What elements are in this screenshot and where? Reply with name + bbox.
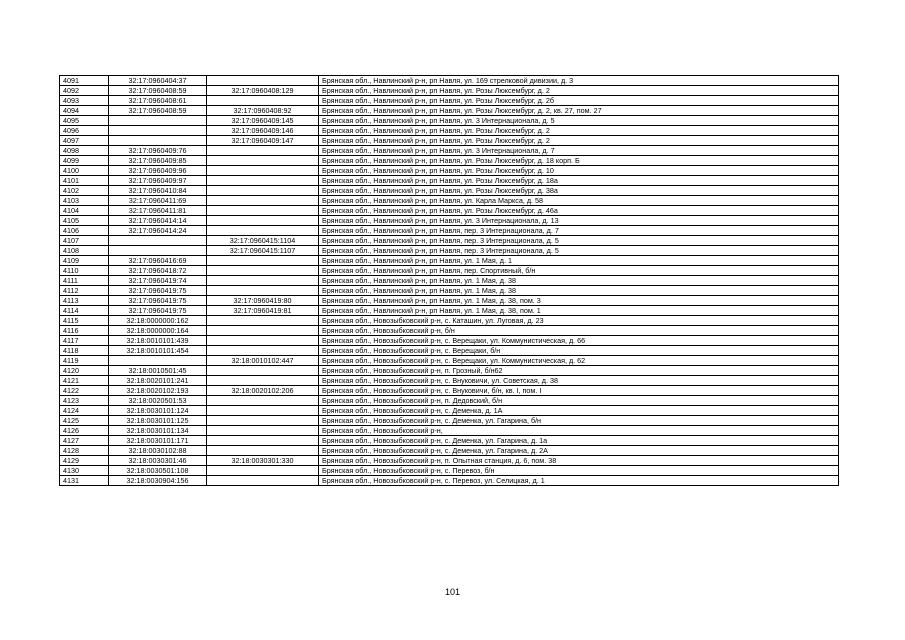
address-cell: Брянская обл., Навлинский р-н, рп Навля, ул. Карла Маркса, д. 58 [319,196,839,206]
address-cell: Брянская обл., Навлинский р-н, рп Навля, ул. 1 Мая, д. 38 [319,286,839,296]
premises-cadastral-number-cell [207,466,319,476]
cadastral-number-cell: 32:17:0960409:85 [109,156,207,166]
table-row [60,456,839,466]
cadastral-number-cell [109,356,207,366]
row-number-cell: 4129 [60,456,109,466]
table-row [60,256,839,266]
row-number-cell: 4131 [60,476,109,486]
cadastral-number-cell: 32:17:0960416:69 [109,256,207,266]
cadastral-number-cell [109,126,207,136]
address-cell: Брянская обл., Навлинский р-н, рп Навля, ул. Розы Люксембург, д. 10 [319,166,839,176]
table-row [60,446,839,456]
row-number-cell: 4092 [60,86,109,96]
table-row [60,236,839,246]
address-cell: Брянская обл., Навлинский р-н, рп Навля, ул. 3 Интернационала, д. 13 [319,216,839,226]
cadastral-number-cell: 32:17:0960404:37 [109,76,207,86]
address-cell: Брянская обл., Новозыбковский р-н, п. Опытная станция, д. 6, пом. 38 [319,456,839,466]
table-row [60,426,839,436]
table-row [60,386,839,396]
row-number-cell: 4124 [60,406,109,416]
table-row [60,136,839,146]
table-row [60,406,839,416]
cadastral-number-cell: 32:17:0960409:97 [109,176,207,186]
cadastral-number-cell: 32:17:0960411:81 [109,206,207,216]
address-cell: Брянская обл., Новозыбковский р-н, с. Деменка, ул. Гагарина, д. 2А [319,446,839,456]
table-row [60,396,839,406]
address-cell: Брянская обл., Новозыбковский р-н, с. Перевоз, ул. Селицкая, д. 1 [319,476,839,486]
row-number-cell: 4104 [60,206,109,216]
premises-cadastral-number-cell: 32:17:0960408:129 [207,86,319,96]
row-number-cell: 4126 [60,426,109,436]
cadastral-number-cell: 32:17:0960414:24 [109,226,207,236]
cadastral-number-cell: 32:17:0960414:14 [109,216,207,226]
table-row [60,306,839,316]
address-cell: Брянская обл., Навлинский р-н, рп Навля, ул. Розы Люксембург, д. 2 [319,126,839,136]
table-row [60,326,839,336]
registry-table-body [60,76,839,486]
cadastral-number-cell: 32:18:0030301:46 [109,456,207,466]
row-number-cell: 4091 [60,76,109,86]
cadastral-number-cell: 32:17:0960419:75 [109,306,207,316]
table-row [60,476,839,486]
row-number-cell: 4103 [60,196,109,206]
premises-cadastral-number-cell: 32:18:0010102:447 [207,356,319,366]
cadastral-number-cell: 32:17:0960410:84 [109,186,207,196]
cadastral-number-cell [109,236,207,246]
premises-cadastral-number-cell [207,186,319,196]
table-row [60,146,839,156]
row-number-cell: 4107 [60,236,109,246]
cadastral-number-cell: 32:18:0030101:124 [109,406,207,416]
table-row [60,366,839,376]
cadastral-number-cell [109,246,207,256]
address-cell: Брянская обл., Навлинский р-н, рп Навля, ул. Розы Люксембург, д. 2 [319,136,839,146]
premises-cadastral-number-cell: 32:17:0960415:1107 [207,246,319,256]
table-row [60,196,839,206]
table-row [60,356,839,366]
premises-cadastral-number-cell: 32:17:0960419:80 [207,296,319,306]
row-number-cell: 4106 [60,226,109,236]
table-row [60,246,839,256]
address-cell: Брянская обл., Новозыбковский р-н, с. Каташин, ул. Луговая, д. 23 [319,316,839,326]
premises-cadastral-number-cell [207,476,319,486]
page-number: 101 [444,587,461,597]
cadastral-number-cell: 32:17:0960411:69 [109,196,207,206]
cadastral-number-cell [109,136,207,146]
address-cell: Брянская обл., Новозыбковский р-н, с. Верещаки, ул. Коммунистическая, д. 66 [319,336,839,346]
table-row [60,216,839,226]
premises-cadastral-number-cell [207,176,319,186]
row-number-cell: 4127 [60,436,109,446]
address-cell: Брянская обл., Навлинский р-н, рп Навля, ул. 1 Мая, д. 38, пом. 1 [319,306,839,316]
table-row [60,346,839,356]
row-number-cell: 4102 [60,186,109,196]
table-row [60,166,839,176]
row-number-cell: 4097 [60,136,109,146]
row-number-cell: 4101 [60,176,109,186]
premises-cadastral-number-cell: 32:17:0960409:146 [207,126,319,136]
address-cell: Брянская обл., Навлинский р-н, рп Навля, ул. Розы Люксембург, д. 2, кв. 27, пом. 27 [319,106,839,116]
table-row [60,266,839,276]
address-cell: Брянская обл., Навлинский р-н, рп Навля, пер. 3 Интернационала, д. 7 [319,226,839,236]
table-row [60,156,839,166]
row-number-cell: 4122 [60,386,109,396]
table-row [60,376,839,386]
row-number-cell: 4095 [60,116,109,126]
address-cell: Брянская обл., Новозыбковский р-н, с. Деменка, д. 1А [319,406,839,416]
premises-cadastral-number-cell [207,196,319,206]
row-number-cell: 4121 [60,376,109,386]
cadastral-number-cell: 32:18:0030904:156 [109,476,207,486]
cadastral-number-cell: 32:18:0020501:53 [109,396,207,406]
row-number-cell: 4111 [60,276,109,286]
premises-cadastral-number-cell [207,406,319,416]
premises-cadastral-number-cell [207,156,319,166]
table-row [60,336,839,346]
row-number-cell: 4110 [60,266,109,276]
table-row [60,226,839,236]
premises-cadastral-number-cell: 32:17:0960415:1104 [207,236,319,246]
row-number-cell: 4109 [60,256,109,266]
table-row [60,176,839,186]
row-number-cell: 4099 [60,156,109,166]
cadastral-number-cell: 32:17:0960419:74 [109,276,207,286]
table-row [60,316,839,326]
table-row [60,276,839,286]
cadastral-number-cell: 32:17:0960419:75 [109,286,207,296]
table-row [60,186,839,196]
premises-cadastral-number-cell [207,426,319,436]
premises-cadastral-number-cell [207,286,319,296]
cadastral-number-cell: 32:18:0030101:125 [109,416,207,426]
premises-cadastral-number-cell [207,266,319,276]
table-row [60,416,839,426]
cadastral-number-cell: 32:18:0020102:193 [109,386,207,396]
cadastral-number-cell: 32:18:0030501:108 [109,466,207,476]
table-row [60,466,839,476]
address-cell: Брянская обл., Новозыбковский р-н, с. Перевоз, б/н [319,466,839,476]
address-cell: Брянская обл., Навлинский р-н, рп Навля, ул. Розы Люксембург, д. 46а [319,206,839,216]
table-row [60,116,839,126]
row-number-cell: 4093 [60,96,109,106]
address-cell: Брянская обл., Навлинский р-н, рп Навля, пер. Спортивный, б/н [319,266,839,276]
premises-cadastral-number-cell [207,326,319,336]
premises-cadastral-number-cell: 32:17:0960409:145 [207,116,319,126]
cadastral-number-cell: 32:18:0030101:134 [109,426,207,436]
table-row [60,206,839,216]
address-cell: Брянская обл., Навлинский р-н, рп Навля, ул. 3 Интернационала, д. 7 [319,146,839,156]
row-number-cell: 4116 [60,326,109,336]
address-cell: Брянская обл., Навлинский р-н, рп Навля, ул. 1 Мая, д. 1 [319,256,839,266]
cadastral-number-cell: 32:17:0960409:96 [109,166,207,176]
cadastral-number-cell: 32:17:0960418:72 [109,266,207,276]
address-cell: Брянская обл., Новозыбковский р-н, с. Деменка, ул. Гагарина, д. 1а [319,436,839,446]
address-cell: Брянская обл., Навлинский р-н, рп Навля, ул. Розы Люксембург, д. 38а [319,186,839,196]
row-number-cell: 4118 [60,346,109,356]
address-cell: Брянская обл., Навлинский р-н, рп Навля, ул. Розы Люксембург, д. 2 [319,86,839,96]
registry-table [59,75,839,486]
table-row [60,296,839,306]
row-number-cell: 4115 [60,316,109,326]
premises-cadastral-number-cell: 32:17:0960409:147 [207,136,319,146]
premises-cadastral-number-cell: 32:18:0030301:330 [207,456,319,466]
table-row [60,96,839,106]
address-cell: Брянская обл., Новозыбковский р-н, с. Верещаки, б/н [319,346,839,356]
address-cell: Брянская обл., Навлинский р-н, рп Навля, ул. Розы Люксембург, д. 2б [319,96,839,106]
row-number-cell: 4120 [60,366,109,376]
cadastral-number-cell: 32:17:0960408:61 [109,96,207,106]
row-number-cell: 4114 [60,306,109,316]
cadastral-number-cell: 32:18:0010501:45 [109,366,207,376]
row-number-cell: 4112 [60,286,109,296]
premises-cadastral-number-cell [207,376,319,386]
premises-cadastral-number-cell [207,436,319,446]
cadastral-number-cell: 32:18:0020101:241 [109,376,207,386]
premises-cadastral-number-cell [207,256,319,266]
row-number-cell: 4117 [60,336,109,346]
row-number-cell: 4123 [60,396,109,406]
cadastral-number-cell: 32:17:0960408:59 [109,106,207,116]
row-number-cell: 4113 [60,296,109,306]
premises-cadastral-number-cell [207,346,319,356]
address-cell: Брянская обл., Навлинский р-н, рп Навля, ул. Розы Люксембург, д. 18а [319,176,839,186]
table-row [60,106,839,116]
row-number-cell: 4105 [60,216,109,226]
cadastral-number-cell: 32:18:0000000:162 [109,316,207,326]
address-cell: Брянская обл., Новозыбковский р-н, [319,426,839,436]
row-number-cell: 4094 [60,106,109,116]
table-row [60,286,839,296]
address-cell: Брянская обл., Навлинский р-н, рп Навля, пер. 3 Интернационала, д. 5 [319,246,839,256]
cadastral-number-cell: 32:18:0000000:164 [109,326,207,336]
row-number-cell: 4130 [60,466,109,476]
address-cell: Брянская обл., Навлинский р-н, рп Навля, ул. Розы Люксембург, д. 18 корп. Б [319,156,839,166]
premises-cadastral-number-cell [207,366,319,376]
row-number-cell: 4096 [60,126,109,136]
address-cell: Брянская обл., Новозыбковский р-н, п. Дедовский, б/н [319,396,839,406]
premises-cadastral-number-cell [207,316,319,326]
address-cell: Брянская обл., Навлинский р-н, рп Навля, ул. 1 Мая, д. 38, пом. 3 [319,296,839,306]
cadastral-number-cell: 32:18:0030102:88 [109,446,207,456]
table-row [60,76,839,86]
address-cell: Брянская обл., Новозыбковский р-н, с. Деменка, ул. Гагарина, б/н [319,416,839,426]
cadastral-number-cell: 32:17:0960419:75 [109,296,207,306]
premises-cadastral-number-cell [207,166,319,176]
address-cell: Брянская обл., Навлинский р-н, рп Навля, ул. 169 стрелковой дивизии, д. 3 [319,76,839,86]
address-cell: Брянская обл., Навлинский р-н, рп Навля, ул. 1 Мая, д. 38 [319,276,839,286]
cadastral-number-cell: 32:18:0030101:171 [109,436,207,446]
premises-cadastral-number-cell [207,276,319,286]
premises-cadastral-number-cell [207,146,319,156]
premises-cadastral-number-cell [207,96,319,106]
cadastral-number-cell: 32:18:0010101:439 [109,336,207,346]
table-row [60,436,839,446]
premises-cadastral-number-cell: 32:17:0960419:81 [207,306,319,316]
row-number-cell: 4128 [60,446,109,456]
cadastral-number-cell: 32:18:0010101:454 [109,346,207,356]
premises-cadastral-number-cell [207,76,319,86]
address-cell: Брянская обл., Новозыбковский р-н, с. Верещаки, ул. Коммунистическая, д. 62 [319,356,839,366]
row-number-cell: 4108 [60,246,109,256]
cadastral-number-cell [109,116,207,126]
cadastral-number-cell: 32:17:0960408:59 [109,86,207,96]
address-cell: Брянская обл., Новозыбковский р-н, б/н [319,326,839,336]
address-cell: Брянская обл., Навлинский р-н, рп Навля, ул. 3 Интернационала, д. 5 [319,116,839,126]
address-cell: Брянская обл., Новозыбковский р-н, п. Грозный, б/н62 [319,366,839,376]
cadastral-number-cell: 32:17:0960409:76 [109,146,207,156]
address-cell: Брянская обл., Новозыбковский р-н, с. Внуковичи, б/н, кв. I, пом. I [319,386,839,396]
row-number-cell: 4119 [60,356,109,366]
table-row [60,126,839,136]
premises-cadastral-number-cell [207,446,319,456]
address-cell: Брянская обл., Навлинский р-н, рп Навля, пер. 3 Интернационала, д. 5 [319,236,839,246]
premises-cadastral-number-cell: 32:18:0020102:206 [207,386,319,396]
premises-cadastral-number-cell: 32:17:0960408:92 [207,106,319,116]
premises-cadastral-number-cell [207,226,319,236]
premises-cadastral-number-cell [207,336,319,346]
address-cell: Брянская обл., Новозыбковский р-н, с. Внуковичи, ул. Советская, д. 38 [319,376,839,386]
premises-cadastral-number-cell [207,396,319,406]
row-number-cell: 4100 [60,166,109,176]
table-row [60,86,839,96]
row-number-cell: 4098 [60,146,109,156]
premises-cadastral-number-cell [207,416,319,426]
premises-cadastral-number-cell [207,216,319,226]
row-number-cell: 4125 [60,416,109,426]
premises-cadastral-number-cell [207,206,319,216]
